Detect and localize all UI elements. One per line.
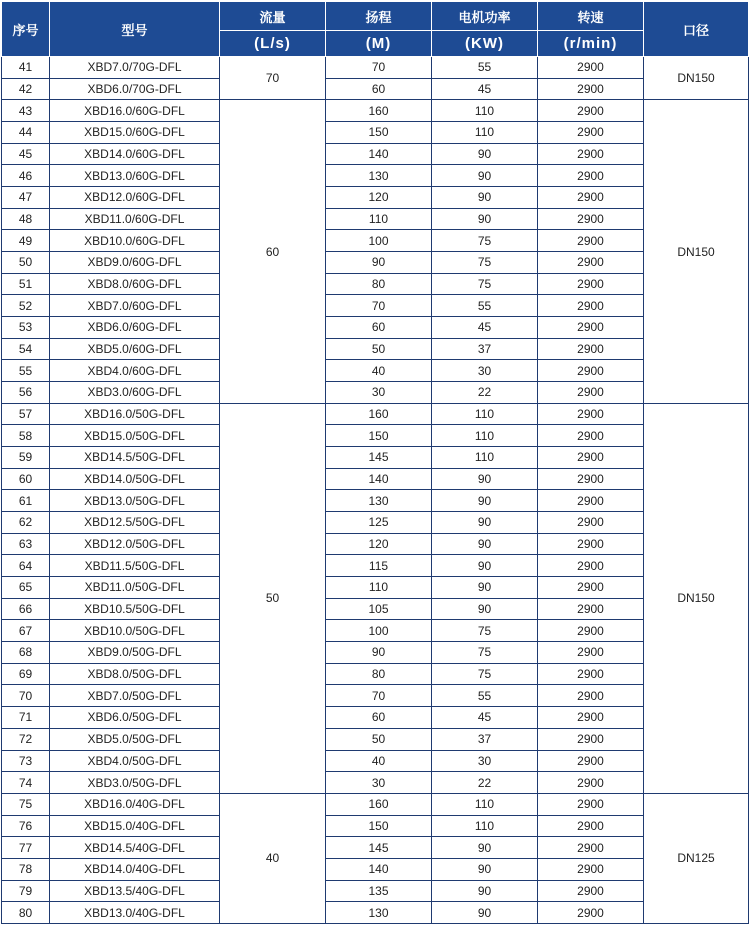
cell-model: XBD9.0/60G-DFL [50,252,220,274]
cell-power: 75 [432,230,538,252]
cell-power: 75 [432,273,538,295]
cell-seq: 41 [2,57,50,79]
cell-model: XBD5.0/60G-DFL [50,338,220,360]
cell-head: 145 [326,447,432,469]
cell-head: 140 [326,143,432,165]
cell-power: 90 [432,187,538,209]
cell-power: 90 [432,165,538,187]
cell-head: 30 [326,382,432,404]
cell-speed: 2900 [538,273,644,295]
cell-model: XBD13.0/50G-DFL [50,490,220,512]
cell-head: 160 [326,100,432,122]
cell-power: 110 [432,403,538,425]
cell-head: 70 [326,685,432,707]
cell-speed: 2900 [538,685,644,707]
cell-outlet: DN150 [644,403,749,793]
cell-seq: 45 [2,143,50,165]
cell-seq: 50 [2,252,50,274]
cell-head: 125 [326,512,432,534]
cell-speed: 2900 [538,447,644,469]
pump-spec-table [1,1,749,924]
cell-flow: 70 [220,57,326,100]
header-speed: 转速 [538,2,644,31]
cell-head: 130 [326,165,432,187]
header-model: 型号 [50,2,220,57]
cell-seq: 59 [2,447,50,469]
cell-seq: 47 [2,187,50,209]
cell-outlet: DN150 [644,100,749,403]
cell-seq: 64 [2,555,50,577]
cell-model: XBD7.0/60G-DFL [50,295,220,317]
cell-head: 110 [326,577,432,599]
cell-model: XBD6.0/50G-DFL [50,707,220,729]
cell-power: 30 [432,360,538,382]
table-row [2,512,749,534]
cell-speed: 2900 [538,793,644,815]
cell-power: 90 [432,533,538,555]
cell-model: XBD12.5/50G-DFL [50,512,220,534]
cell-power: 30 [432,750,538,772]
cell-power: 90 [432,143,538,165]
table-row [2,793,749,815]
cell-model: XBD7.0/50G-DFL [50,685,220,707]
cell-flow: 40 [220,793,326,923]
cell-seq: 74 [2,772,50,794]
table-row [2,403,749,425]
cell-seq: 63 [2,533,50,555]
header-head-unit: (M) [326,31,432,57]
cell-speed: 2900 [538,230,644,252]
cell-power: 90 [432,468,538,490]
cell-model: XBD3.0/60G-DFL [50,382,220,404]
cell-speed: 2900 [538,577,644,599]
cell-seq: 65 [2,577,50,599]
table-row [2,772,749,794]
table-row [2,598,749,620]
cell-seq: 73 [2,750,50,772]
cell-model: XBD16.0/40G-DFL [50,793,220,815]
cell-speed: 2900 [538,317,644,339]
cell-seq: 77 [2,837,50,859]
cell-power: 110 [432,447,538,469]
cell-speed: 2900 [538,78,644,100]
cell-seq: 62 [2,512,50,534]
cell-seq: 60 [2,468,50,490]
cell-outlet: DN125 [644,793,749,923]
cell-power: 37 [432,728,538,750]
cell-seq: 52 [2,295,50,317]
cell-power: 55 [432,295,538,317]
cell-model: XBD14.5/50G-DFL [50,447,220,469]
cell-power: 90 [432,837,538,859]
cell-model: XBD5.0/50G-DFL [50,728,220,750]
cell-model: XBD10.0/50G-DFL [50,620,220,642]
cell-head: 140 [326,468,432,490]
cell-seq: 43 [2,100,50,122]
cell-speed: 2900 [538,858,644,880]
cell-head: 60 [326,78,432,100]
cell-speed: 2900 [538,512,644,534]
cell-power: 75 [432,620,538,642]
cell-model: XBD4.0/50G-DFL [50,750,220,772]
cell-seq: 53 [2,317,50,339]
cell-power: 75 [432,252,538,274]
cell-head: 120 [326,187,432,209]
cell-speed: 2900 [538,728,644,750]
cell-model: XBD10.0/60G-DFL [50,230,220,252]
cell-seq: 69 [2,663,50,685]
table-row [2,447,749,469]
table-row [2,837,749,859]
cell-head: 40 [326,360,432,382]
cell-speed: 2900 [538,902,644,924]
cell-speed: 2900 [538,165,644,187]
cell-power: 90 [432,577,538,599]
cell-model: XBD11.0/50G-DFL [50,577,220,599]
cell-head: 70 [326,295,432,317]
cell-seq: 55 [2,360,50,382]
cell-outlet: DN150 [644,57,749,100]
cell-power: 37 [432,338,538,360]
header-outlet: 口径 [644,2,749,57]
cell-power: 22 [432,382,538,404]
cell-head: 60 [326,317,432,339]
cell-power: 55 [432,57,538,79]
table-row [2,880,749,902]
cell-speed: 2900 [538,360,644,382]
cell-model: XBD8.0/60G-DFL [50,273,220,295]
cell-speed: 2900 [538,815,644,837]
table-row [2,858,749,880]
cell-seq: 57 [2,403,50,425]
cell-head: 50 [326,728,432,750]
header-seq: 序号 [2,2,50,57]
table-row [2,620,749,642]
cell-model: XBD12.0/60G-DFL [50,187,220,209]
cell-model: XBD16.0/50G-DFL [50,403,220,425]
table-row [2,685,749,707]
cell-speed: 2900 [538,642,644,664]
table-row [2,338,749,360]
cell-seq: 67 [2,620,50,642]
cell-model: XBD15.0/50G-DFL [50,425,220,447]
cell-seq: 49 [2,230,50,252]
cell-model: XBD9.0/50G-DFL [50,642,220,664]
cell-seq: 80 [2,902,50,924]
cell-model: XBD14.0/50G-DFL [50,468,220,490]
cell-speed: 2900 [538,663,644,685]
table-row [2,122,749,144]
cell-head: 160 [326,403,432,425]
table-row [2,187,749,209]
table-row [2,815,749,837]
cell-model: XBD7.0/70G-DFL [50,57,220,79]
cell-speed: 2900 [538,252,644,274]
cell-model: XBD8.0/50G-DFL [50,663,220,685]
table-row [2,533,749,555]
cell-power: 110 [432,815,538,837]
header-head: 扬程 [326,2,432,31]
cell-speed: 2900 [538,468,644,490]
cell-head: 105 [326,598,432,620]
cell-power: 90 [432,208,538,230]
cell-head: 135 [326,880,432,902]
cell-speed: 2900 [538,143,644,165]
cell-head: 115 [326,555,432,577]
cell-speed: 2900 [538,707,644,729]
cell-head: 110 [326,208,432,230]
cell-model: XBD14.0/60G-DFL [50,143,220,165]
table-row [2,252,749,274]
cell-model: XBD15.0/60G-DFL [50,122,220,144]
cell-speed: 2900 [538,880,644,902]
cell-head: 90 [326,252,432,274]
cell-speed: 2900 [538,338,644,360]
table-row [2,468,749,490]
table-row [2,750,749,772]
cell-speed: 2900 [538,187,644,209]
cell-speed: 2900 [538,208,644,230]
cell-head: 90 [326,642,432,664]
cell-speed: 2900 [538,533,644,555]
cell-head: 80 [326,663,432,685]
cell-model: XBD14.5/40G-DFL [50,837,220,859]
cell-flow: 50 [220,403,326,793]
cell-flow: 60 [220,100,326,403]
cell-speed: 2900 [538,490,644,512]
cell-power: 110 [432,425,538,447]
cell-head: 80 [326,273,432,295]
table-body [2,57,749,924]
cell-speed: 2900 [538,598,644,620]
cell-head: 145 [326,837,432,859]
table-header [2,2,749,57]
table-row [2,360,749,382]
cell-power: 110 [432,793,538,815]
table-row [2,165,749,187]
cell-model: XBD11.0/60G-DFL [50,208,220,230]
cell-power: 110 [432,122,538,144]
table-row [2,728,749,750]
cell-model: XBD12.0/50G-DFL [50,533,220,555]
cell-seq: 75 [2,793,50,815]
table-row [2,100,749,122]
cell-seq: 71 [2,707,50,729]
table-row [2,425,749,447]
cell-seq: 51 [2,273,50,295]
table-row [2,490,749,512]
cell-speed: 2900 [538,620,644,642]
cell-head: 50 [326,338,432,360]
cell-power: 45 [432,317,538,339]
cell-head: 130 [326,490,432,512]
cell-seq: 56 [2,382,50,404]
cell-head: 150 [326,425,432,447]
cell-speed: 2900 [538,750,644,772]
cell-model: XBD14.0/40G-DFL [50,858,220,880]
cell-head: 120 [326,533,432,555]
table-row [2,273,749,295]
cell-speed: 2900 [538,122,644,144]
table-row [2,230,749,252]
table-row [2,57,749,79]
cell-head: 130 [326,902,432,924]
cell-seq: 79 [2,880,50,902]
cell-seq: 48 [2,208,50,230]
cell-head: 150 [326,122,432,144]
cell-power: 90 [432,858,538,880]
cell-model: XBD13.0/60G-DFL [50,165,220,187]
table-row [2,555,749,577]
cell-seq: 78 [2,858,50,880]
cell-power: 110 [432,100,538,122]
table-row [2,317,749,339]
cell-power: 55 [432,685,538,707]
table-row [2,642,749,664]
cell-head: 100 [326,230,432,252]
table-row [2,143,749,165]
cell-power: 90 [432,902,538,924]
cell-power: 75 [432,642,538,664]
cell-model: XBD6.0/60G-DFL [50,317,220,339]
cell-seq: 54 [2,338,50,360]
cell-seq: 44 [2,122,50,144]
cell-model: XBD13.0/40G-DFL [50,902,220,924]
cell-seq: 66 [2,598,50,620]
cell-seq: 68 [2,642,50,664]
cell-head: 40 [326,750,432,772]
cell-head: 70 [326,57,432,79]
header-power: 电机功率 [432,2,538,31]
cell-power: 90 [432,598,538,620]
cell-model: XBD4.0/60G-DFL [50,360,220,382]
cell-head: 160 [326,793,432,815]
cell-model: XBD11.5/50G-DFL [50,555,220,577]
table-row [2,663,749,685]
header-power-unit: (KW) [432,31,538,57]
cell-model: XBD3.0/50G-DFL [50,772,220,794]
cell-seq: 72 [2,728,50,750]
table-row [2,208,749,230]
cell-head: 100 [326,620,432,642]
cell-model: XBD6.0/70G-DFL [50,78,220,100]
table-row [2,295,749,317]
header-flow-unit: (L/s) [220,31,326,57]
cell-speed: 2900 [538,403,644,425]
cell-power: 90 [432,555,538,577]
cell-seq: 61 [2,490,50,512]
cell-seq: 70 [2,685,50,707]
cell-seq: 76 [2,815,50,837]
cell-power: 75 [432,663,538,685]
cell-power: 45 [432,707,538,729]
cell-seq: 46 [2,165,50,187]
cell-speed: 2900 [538,555,644,577]
cell-speed: 2900 [538,295,644,317]
cell-power: 90 [432,880,538,902]
cell-model: XBD16.0/60G-DFL [50,100,220,122]
cell-speed: 2900 [538,772,644,794]
cell-model: XBD13.5/40G-DFL [50,880,220,902]
cell-head: 140 [326,858,432,880]
cell-speed: 2900 [538,837,644,859]
table-row [2,902,749,924]
cell-seq: 42 [2,78,50,100]
cell-power: 90 [432,512,538,534]
cell-model: XBD10.5/50G-DFL [50,598,220,620]
table-row [2,78,749,100]
cell-speed: 2900 [538,382,644,404]
cell-seq: 58 [2,425,50,447]
table-row [2,707,749,729]
cell-head: 60 [326,707,432,729]
cell-power: 22 [432,772,538,794]
cell-head: 30 [326,772,432,794]
cell-power: 90 [432,490,538,512]
cell-model: XBD15.0/40G-DFL [50,815,220,837]
cell-speed: 2900 [538,57,644,79]
cell-power: 45 [432,78,538,100]
cell-head: 150 [326,815,432,837]
cell-speed: 2900 [538,100,644,122]
header-speed-unit: (r/min) [538,31,644,57]
table-row [2,577,749,599]
table-row [2,382,749,404]
header-flow: 流量 [220,2,326,31]
cell-speed: 2900 [538,425,644,447]
